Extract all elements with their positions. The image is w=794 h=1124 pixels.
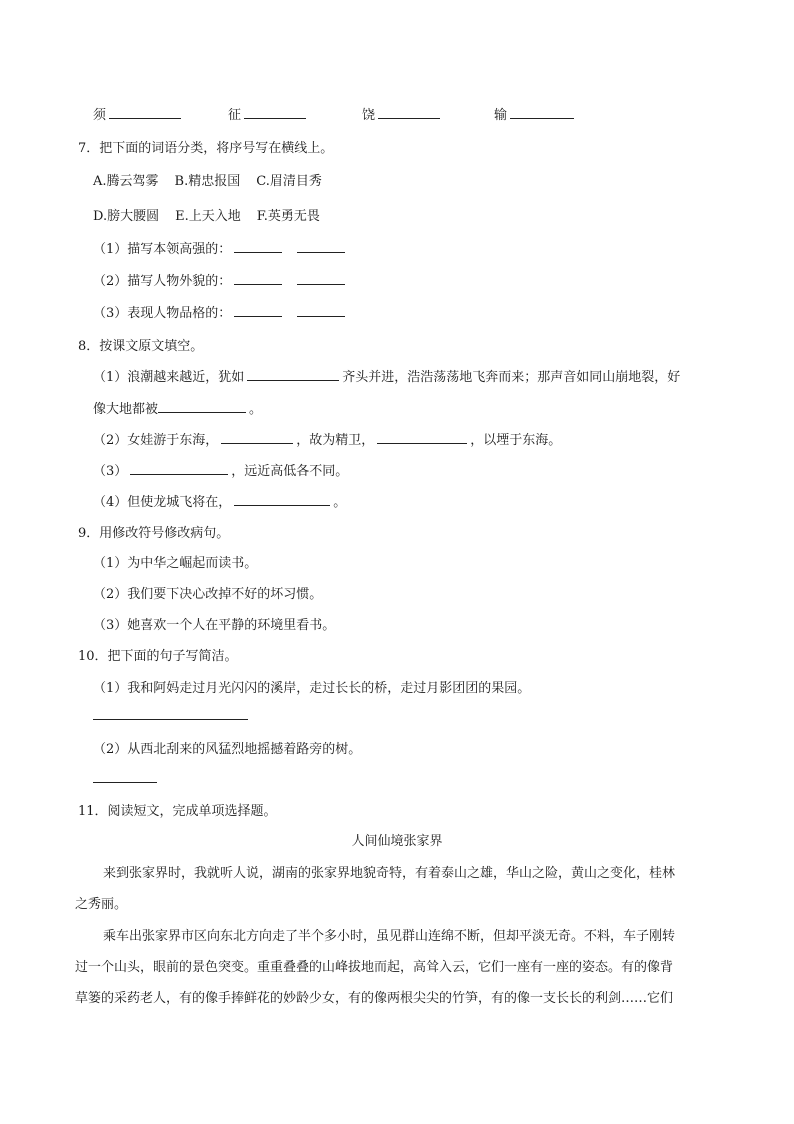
q10-sub-1: （1）我和阿妈走过月光闪闪的溪岸，走过长长的桥，走过月影团团的果园。 xyxy=(93,681,531,696)
q6-item-3 xyxy=(362,104,443,123)
text: （4）但使龙城飞将在， xyxy=(93,495,232,510)
answer-blank[interactable] xyxy=(221,430,293,444)
text: （2）女娃游于东海， xyxy=(93,433,219,448)
option-c: C.眉清目秀 xyxy=(256,174,322,189)
q6-item-4 xyxy=(494,104,577,123)
option-b: B.精忠报国 xyxy=(174,174,241,189)
q6-char: 须 xyxy=(93,108,107,123)
q8-sub-2 xyxy=(93,429,561,448)
q8-sub-3 xyxy=(93,460,348,479)
answer-blank[interactable] xyxy=(244,105,306,119)
option-d: D.膀大腰圆 xyxy=(93,209,160,224)
q7-sub-2 xyxy=(93,270,348,289)
answer-blank[interactable] xyxy=(297,271,345,285)
answer-blank[interactable] xyxy=(297,239,345,253)
text: ，故为精卫， xyxy=(296,433,375,448)
text: 。 xyxy=(249,402,263,417)
answer-blank[interactable] xyxy=(130,461,228,475)
answer-blank[interactable] xyxy=(297,303,345,317)
q10-title: 10．把下面的句子写简洁。 xyxy=(78,649,238,664)
passage-title: 人间仙境张家界 xyxy=(351,834,443,849)
q8-title: 8．按课文原文填空。 xyxy=(78,339,204,354)
answer-blank[interactable] xyxy=(378,105,440,119)
answer-blank[interactable] xyxy=(234,271,282,285)
passage-paragraph-2-line-2: 过一个山头，眼前的景色突变。重重叠叠的山峰拔地而起，高耸入云，它们一座有一座的姿态。有的像背 xyxy=(75,960,674,975)
answer-line[interactable] xyxy=(93,782,157,783)
q7-options-row-1 xyxy=(93,170,338,189)
answer-blank[interactable] xyxy=(377,430,467,444)
q10-sub-2: （2）从西北刮来的风猛烈地摇撼着路旁的树。 xyxy=(93,742,362,757)
q7-sub-3 xyxy=(93,302,348,321)
q9-sub-1: （1）为中华之崛起而读书。 xyxy=(93,556,258,571)
q6-item-2 xyxy=(228,104,309,123)
q7-options-row-2 xyxy=(93,205,336,224)
text: 像大地都被 xyxy=(93,402,159,417)
q9-sub-3: （3）她喜欢一个人在平静的环境里看书。 xyxy=(93,618,336,633)
passage-paragraph-1-line-2: 之秀丽。 xyxy=(75,897,128,912)
answer-line[interactable] xyxy=(93,719,248,720)
text: 齐头并进，浩浩荡荡地飞奔而来；那声音如同山崩地裂，好 xyxy=(342,370,681,385)
q9-sub-2: （2）我们要下决心改掉不好的坏习惯。 xyxy=(93,587,323,602)
text: （1）浪潮越来越近，犹如 xyxy=(93,370,245,385)
passage-paragraph-2-line-3: 草篓的采药老人，有的像手捧鲜花的妙龄少女，有的像两根尖尖的竹笋，有的像一支长长的利剑……它们 xyxy=(75,991,674,1006)
passage-paragraph-2-line-1: 乘车出张家界市区向东北方向走了半个多小时，虽见群山连绵不断，但却平淡无奇。不料，车子刚转 xyxy=(103,929,676,944)
answer-blank[interactable] xyxy=(234,303,282,317)
answer-blank[interactable] xyxy=(247,367,339,381)
q6-item-1 xyxy=(93,104,184,123)
text: ，以堙于东海。 xyxy=(470,433,562,448)
q7-sub-1 xyxy=(93,238,348,257)
answer-blank[interactable] xyxy=(234,239,282,253)
option-a: A.腾云驾雾 xyxy=(93,174,159,189)
option-e: E.上天入地 xyxy=(175,209,241,224)
option-f: F.英勇无畏 xyxy=(256,209,320,224)
q6-char: 饶 xyxy=(362,108,376,123)
sub-label: （2）描写人物外貌的： xyxy=(93,274,232,289)
q8-sub-1-line-2 xyxy=(93,398,262,417)
q7-title: 7．把下面的词语分类，将序号写在横线上。 xyxy=(78,141,334,156)
q9-title: 9．用修改符号修改病句。 xyxy=(78,526,230,541)
answer-blank[interactable] xyxy=(510,105,574,119)
q8-sub-4 xyxy=(93,491,346,510)
answer-blank[interactable] xyxy=(109,105,181,119)
sub-label: （3）表现人物品格的： xyxy=(93,306,232,321)
q6-char: 输 xyxy=(494,108,508,123)
q8-sub-1-line-1 xyxy=(93,366,680,385)
text: ，远近高低各不同。 xyxy=(231,464,349,479)
text: （3） xyxy=(93,464,128,479)
q6-char: 征 xyxy=(228,108,242,123)
answer-blank[interactable] xyxy=(234,492,330,506)
text: 。 xyxy=(333,495,347,510)
q11-title: 11．阅读短文，完成单项选择题。 xyxy=(78,804,277,819)
sub-label: （1）描写本领高强的： xyxy=(93,242,232,257)
answer-blank[interactable] xyxy=(158,399,246,413)
passage-paragraph-1-line-1: 来到张家界时，我就听人说，湖南的张家界地貌奇特，有着泰山之雄，华山之险，黄山之变化，桂林 xyxy=(103,866,676,881)
